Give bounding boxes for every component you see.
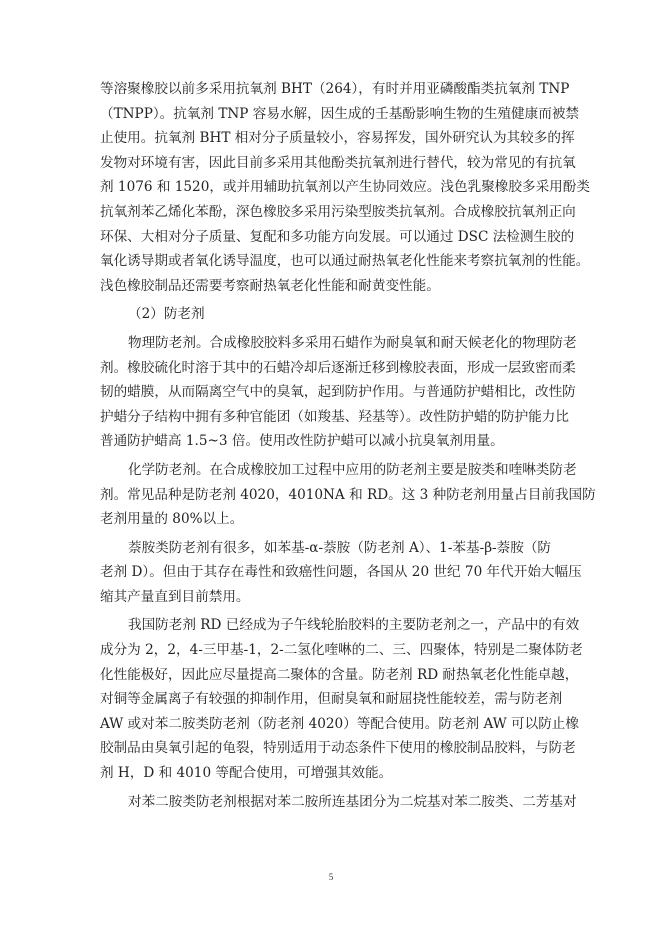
text-line: 止使用。抗氧剂 BHT 相对分子质量较小，容易挥发，国外研究认为其较多的挥 xyxy=(100,130,575,147)
text-line: 萘胺类防老剂有很多，如苯基-α-萘胺（防老剂 A）、1-苯基-β-萘胺（防 xyxy=(128,539,552,556)
paragraph-chemical-antiager xyxy=(100,458,596,532)
text-line: 化学防老剂。在合成橡胶加工过程中应用的防老剂主要是胺类和喹啉类防老 xyxy=(128,461,577,478)
text-line: 对苯二胺类防老剂根据对苯二胺所连基团分为二烷基对苯二胺类、二芳基对 xyxy=(128,793,577,810)
text-line: 化性能极好，因此应尽量提高二聚体的含量。防老剂 RD 耐热氧老化性能卓越， xyxy=(100,666,579,683)
text-line: 物理防老剂。合成橡胶胶料多采用石蜡作为耐臭氧和耐天候老化的物理防老 xyxy=(128,334,577,351)
text-line: 抗氧剂苯乙烯化苯酚，深色橡胶多采用污染型胺类抗氧剂。合成橡胶抗氧剂正向 xyxy=(100,203,576,220)
text-line: 普通防护蜡高 1.5~3 倍。使用改性防护蜡可以减小抗臭氧剂用量。 xyxy=(100,433,504,450)
paragraph-ppd xyxy=(100,790,577,815)
paragraph-naphthylamine xyxy=(100,536,582,610)
text-line: 韧的蜡膜，从而隔离空气中的臭氧，起到防护作用。与普通防护蜡相比，改性防 xyxy=(100,384,576,401)
text-line: 成分为 2，2，4-三甲基-1，2-二氢化喹啉的二、三、四聚体，特别是二聚体防老 xyxy=(100,642,583,659)
text-line: 老剂 D）。但由于其存在毒性和致癌性问题，各国从 20 世纪 70 年代开始大幅压 xyxy=(100,564,582,581)
text-line: 缩其产量直到目前禁用。 xyxy=(100,588,250,605)
paragraph-physical-antiager xyxy=(100,331,577,454)
page-number: 5 xyxy=(328,872,334,882)
text-line: 我国防老剂 RD 已经成为子午线轮胎胶料的主要防老剂之一，产品中的有效 xyxy=(128,617,580,634)
text-line: 老剂用量的 80%以上。 xyxy=(100,511,244,528)
text-line: 氧化诱导期或者氧化诱导温度，也可以通过耐热氧老化性能来考察抗氧剂的性能。 xyxy=(100,253,590,270)
text-line: 剂。常见品种是防老剂 4020，4010NA 和 RD。这 3 种防老剂用量占目前我国防 xyxy=(100,486,596,503)
text-line: 剂 H，D 和 4010 等配合使用，可增强其效能。 xyxy=(100,765,393,782)
text-line: （TNPP）。抗氧剂 TNP 容易水解，因生成的壬基酚影响生物的生殖健康而被禁 xyxy=(100,105,580,122)
text-line: 等溶聚橡胶以前多采用抗氧剂 BHT（264），有时并用亚磷酸酯类抗氧剂 TNP xyxy=(100,81,570,97)
paragraph-antioxidant-intro xyxy=(100,77,590,298)
text-line: 护蜡分子结构中拥有多种官能团（如羧基、羟基等）。改性防护蜡的防护能力比 xyxy=(100,408,569,425)
text-line: 剂 1076 和 1520，或并用辅助抗氧剂以产生协同效应。浅色乳聚橡胶多采用酚类 xyxy=(100,179,590,196)
document-body xyxy=(100,77,596,814)
text-line: 浅色橡胶制品还需要考察耐热氧老化性能和耐黄变性能。 xyxy=(100,277,440,294)
text-line: 剂。橡胶硫化时溶于其中的石蜡冷却后逐渐迁移到橡胶表面，形成一层致密而柔 xyxy=(100,359,576,376)
paragraph-antiager-rd xyxy=(100,613,583,785)
text-line: 发物对环境有害，因此目前多采用其他酚类抗氧剂进行替代，较为常见的有抗氧 xyxy=(100,154,576,171)
text-line: AW 或对苯二胺类防老剂（防老剂 4020）等配合使用。防老剂 AW 可以防止橡 xyxy=(100,715,579,732)
text-line: 环保、大相对分子质量、复配和多功能方向发展。可以通过 DSC 法检测生胶的 xyxy=(100,228,575,245)
text-line: 胶制品由臭氧引起的龟裂，特别适用于动态条件下使用的橡胶制品胶料，与防老 xyxy=(100,740,576,757)
section-heading: （2）防老剂 xyxy=(128,306,205,323)
text-line: 对铜等金属离子有较强的抑制作用，但耐臭氧和耐屈挠性能较差，需与防老剂 xyxy=(100,691,563,708)
section-heading-antiager xyxy=(100,302,566,327)
